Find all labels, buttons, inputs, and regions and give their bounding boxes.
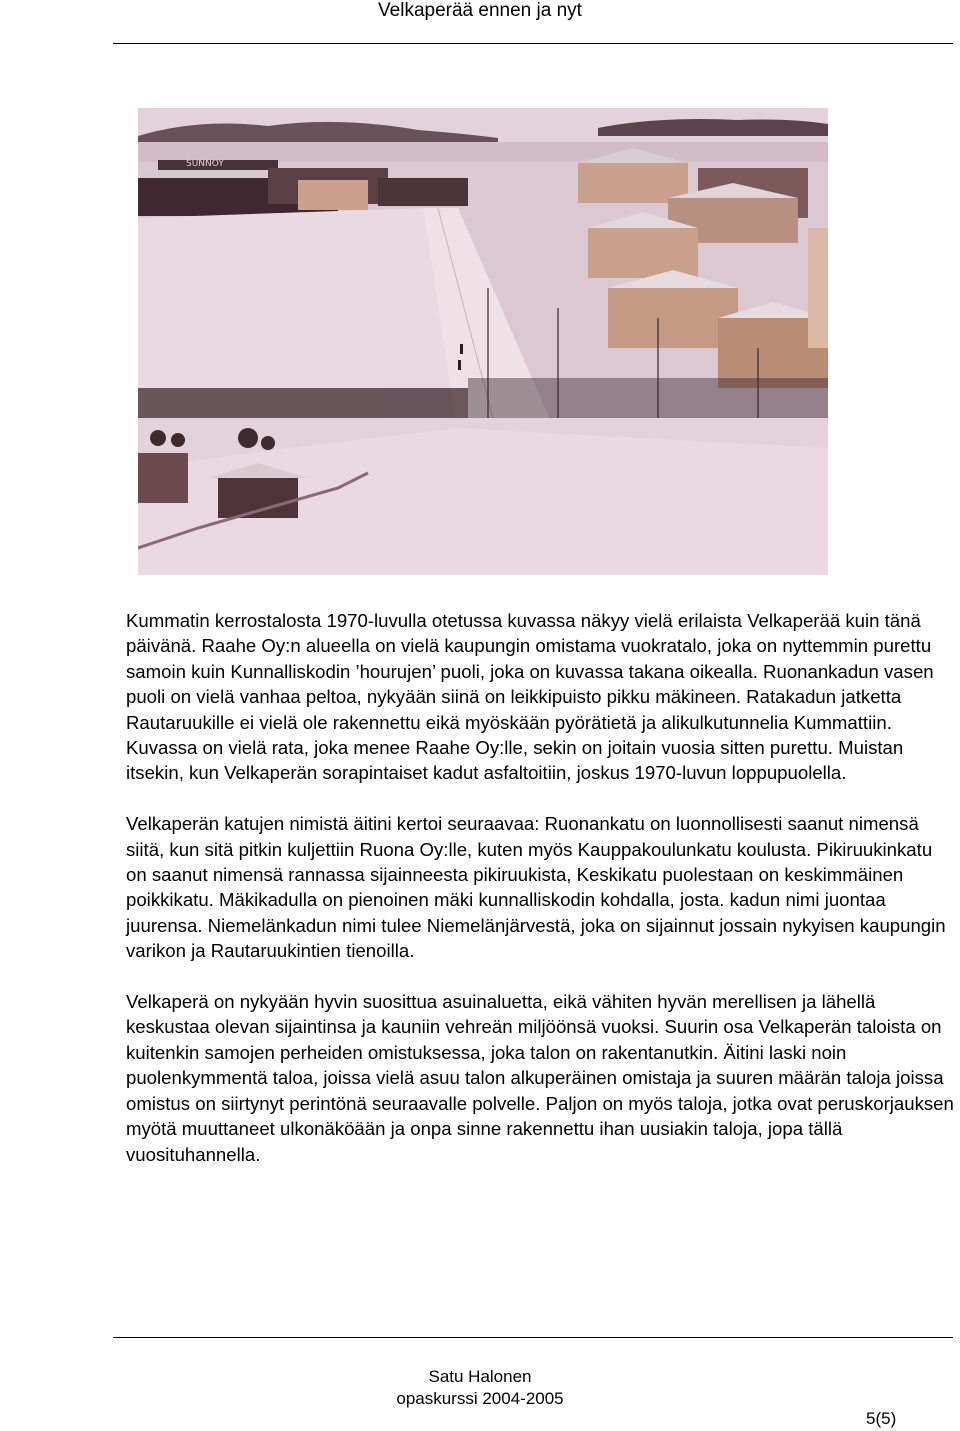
paragraph-3: Velkaperä on nykyään hyvin suosittua asuinaluetta, eikä vähiten hyvän merellisen ja lähellä keskustaa olevan sijaintinsa ja kauniin vehreän miljöönsä vuoksi. Suurin osa Velkaperän taloista on kuitenkin samojen perheiden omistuksessa, joka talon on rakentanutkin. Äitini laski noin puolenkymmentä taloa, joissa vielä asuu talon alkuperäinen omistaja ja suuren määrän taloja joissa omistus on siirtynyt perintönä seuraavalle polvelle. Paljon on myös taloja, jotka ovat peruskorjauksen myötä muuttaneet ulkonäköään ja onpa sinne rakennettu ihan uusiakin taloja, jopa tällä vuosituhannella. <box>126 991 954 1165</box>
historical-photo <box>138 108 828 575</box>
footer-rule <box>113 1337 953 1338</box>
footer-author: Satu Halonen <box>428 1367 532 1386</box>
header-rule <box>113 43 953 44</box>
article-body <box>126 608 956 1167</box>
paragraph-2: Velkaperän katujen nimistä äitini kertoi seuraavaa: Ruonankatu on luonnollisesti saanut nimensä siitä, kun sitä pitkin kuljettiin Ruona Oy:lle, kuten myös Kauppakoulunkatu koulusta. Pikiruukinkatu on saanut nimensä rannassa sijainneesta pikiruukista, Keskikatu puolestaan on keskimmäinen poikkikatu. Mäkikadulla on pienoinen mäki kunnalliskodin kohdalla, josta. kadun nimi juontaa juurensa. Niemelänkadun nimi tulee Niemelänjärvestä, joka on sijainnut jossain nykyisen kaupungin varikon ja Rautaruukintien tienoilla. <box>126 813 946 962</box>
footer-course: opaskurssi 2004-2005 <box>396 1389 564 1408</box>
page-number: 5(5) <box>866 1409 897 1428</box>
paragraph-1: Kummatin kerrostalosta 1970-luvulla otetussa kuvassa näkyy vielä erilaista Velkaperää kuin tänä päivänä. Raahe Oy:n alueella on vielä kaupungin omistama vuokratalo, joka on nyttemmin purettu samoin kuin Kunnalliskodin ’hourujen’ puoli, joka on kuvassa takana oikealla. Ruonankadun vasen puoli on vielä vanhaa peltoa, nykyään siinä on leikkipuisto pikku mäkineen. Ratakadun jatketta Rautaruukille ei vielä ole rakennettu eikä myöskään pyörätietä ja alikulkutunnelia Kummattiin. Kuvassa on vielä rata, joka menee Raahe Oy:lle, sekin on joitain vuosia sitten purettu. Muistan itsekin, kun Velkaperän sorapintaiset kadut asfaltoitiin, joskus 1970-luvun loppupuolella. <box>126 610 934 784</box>
factory-sign: SUNNOY <box>186 159 224 169</box>
page-header-title: Velkaperää ennen ja nyt <box>378 0 582 21</box>
